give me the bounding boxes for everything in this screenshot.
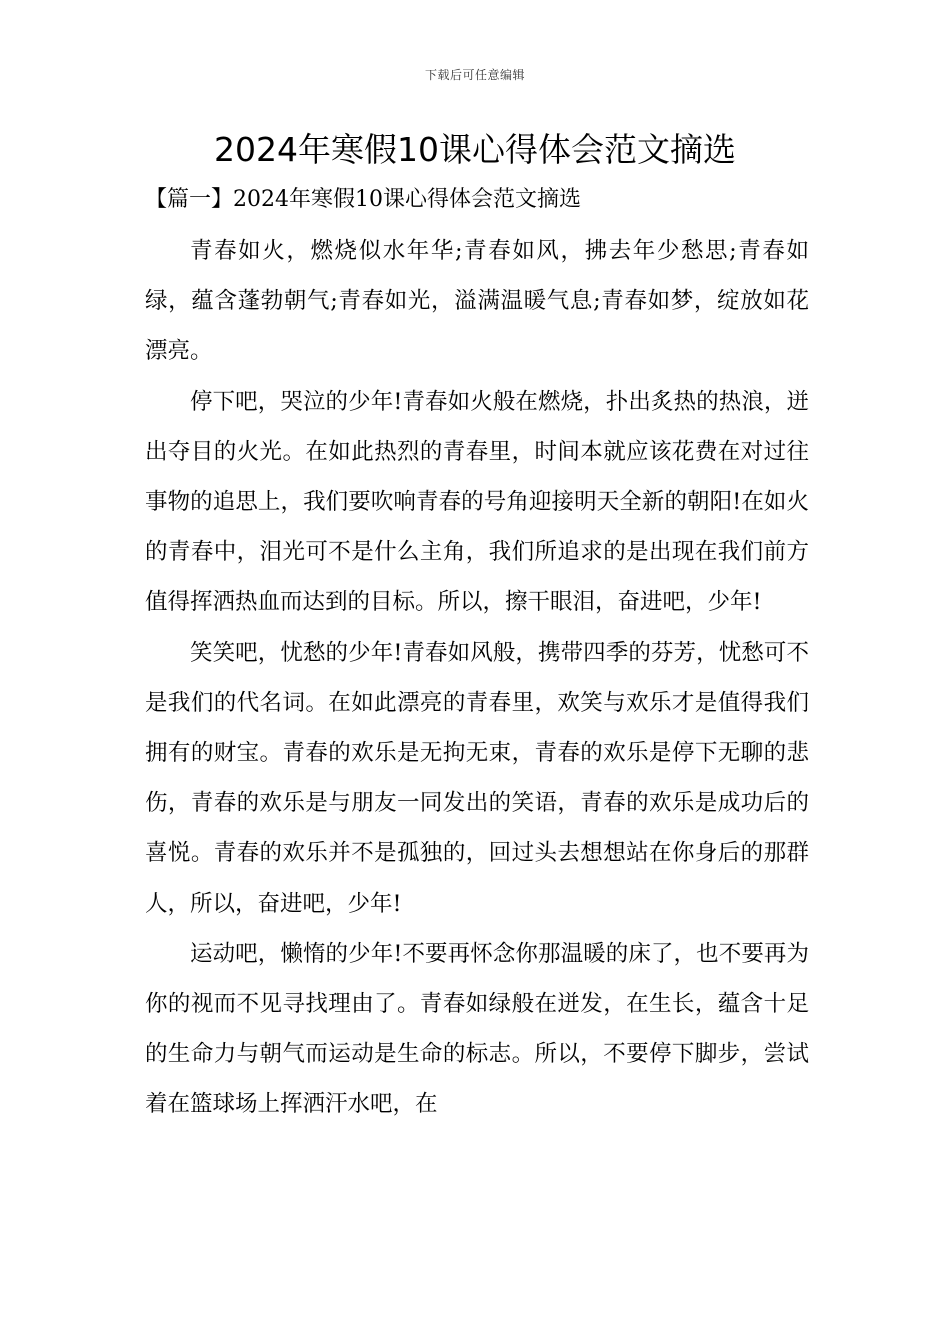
paragraph: 笑笑吧，忧愁的少年!青春如风般，携带四季的芬芳，忧愁可不是我们的代名词。在如此漂亮的青春里，欢笑与欢乐才是值得我们拥有的财宝。青春的欢乐是无拘无束，青春的欢乐是停下无聊的悲伤，青春的欢乐是与朋友一同发出的笑语，青春的欢乐是成功后的喜悦。青春的欢乐并不是孤独的，回过头去想想站在你身后的那群人，所以，奋进吧，少年! xyxy=(145,639,809,917)
paragraph: 运动吧，懒惰的少年!不要再怀念你那温暖的床了，也不要再为你的视而不见寻找理由了。青春如绿般在迸发，在生长，蕴含十足的生命力与朝气而运动是生命的标志。所以，不要停下脚步，尝试着在篮球场上挥洒汗水吧，在 xyxy=(145,940,809,1118)
paragraph: 停下吧，哭泣的少年!青春如火般在燃烧，扑出炙热的热浪，迸出夺目的火光。在如此热烈的青春里，时间本就应该花费在对过往事物的追思上，我们要吹响青春的号角迎接明天全新的朝阳!在如火的青春中，泪光可不是什么主角，我们所追求的是出现在我们前方值得挥洒热血而达到的目标。所以，擦干眼泪，奋进吧，少年! xyxy=(145,388,809,616)
section-heading: 【篇一】2024年寒假10课心得体会范文摘选 xyxy=(145,187,581,212)
body-text xyxy=(145,226,809,1130)
paragraph: 青春如火，燃烧似水年华;青春如风，拂去年少愁思;青春如绿，蕴含蓬勃朝气;青春如光，溢满温暖气息;青春如梦，绽放如花漂亮。 xyxy=(145,238,809,365)
header-note: 下载后可任意编辑 xyxy=(424,68,525,82)
document-title: 2024年寒假10课心得体会范文摘选 xyxy=(214,130,736,169)
